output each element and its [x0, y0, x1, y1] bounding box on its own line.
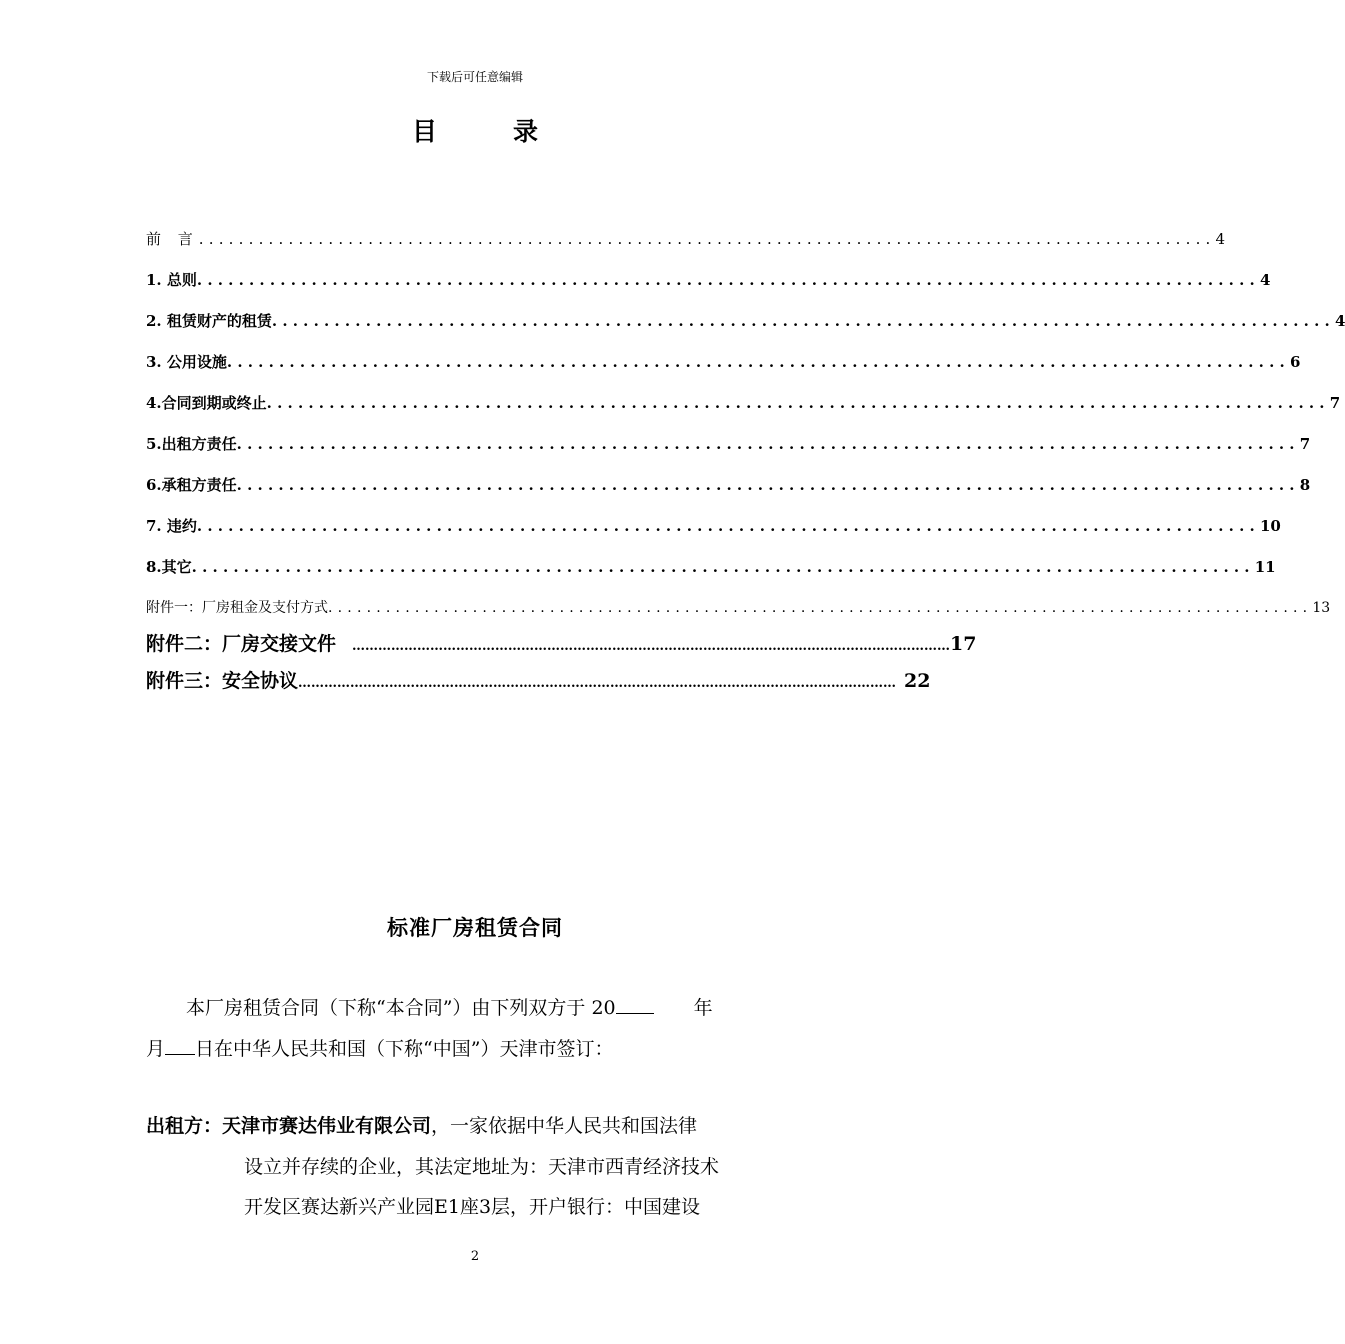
toc-entry-6[interactable] [146, 474, 1311, 495]
toc-entry-appendix-1[interactable] [146, 597, 1331, 617]
year-unit: 年 [693, 997, 713, 1019]
toc-leader: ...................................................................................................... [236, 476, 1300, 494]
toc-leader: ...................................................................................................... [226, 353, 1290, 371]
toc-entry-label: 7. 违约 [146, 517, 197, 535]
toc-entry-7[interactable] [146, 515, 1281, 536]
toc-entry-page: 8 [1299, 476, 1311, 494]
toc-entry-page: 11 [1254, 558, 1276, 576]
toc-leader: ...................................................................................................... [271, 312, 1335, 330]
toc-entry-3[interactable] [146, 351, 1301, 372]
toc-entry-label: 附件一：厂房租金及支付方式 [146, 600, 328, 616]
lessor-name: 天津市赛达伟业有限公司 [222, 1115, 432, 1137]
toc-entry-label: 前 言 [146, 230, 199, 248]
toc-entry-page: 10 [1259, 517, 1281, 535]
intro-text: 本厂房租赁合同（下称“本合同”）由下列双方于 20 [186, 997, 616, 1019]
toc-entry-label: 6.承租方责任 [146, 476, 237, 494]
lessor-line-2: 设立并存续的企业，其法定地址为：天津市西青经济技术 [244, 1156, 720, 1178]
contract-title: 标准厂房租赁合同 [387, 915, 563, 940]
toc-leader: ...................................................................................................... [328, 600, 1313, 616]
toc-title: 目录 [411, 117, 614, 146]
toc-entry-page: 6 [1289, 353, 1301, 371]
toc-entry-page: 4 [1259, 271, 1271, 289]
lessor-label: 出租方： [146, 1115, 223, 1137]
toc-entry-1[interactable] [146, 269, 1271, 290]
toc-entry-label: 1. 总则 [146, 271, 197, 289]
toc-leader: ...................................................................................................... [236, 435, 1300, 453]
toc-entry-page: 4 [1215, 230, 1226, 248]
toc-leader: ...................................................................................................... [198, 230, 1216, 248]
toc-entry-5[interactable] [146, 433, 1311, 454]
lessor-text: ，一家依据中华人民共和国法律 [431, 1115, 698, 1137]
toc-entry-8[interactable] [146, 556, 1276, 577]
toc-leader: ...................................................................................................... [196, 271, 1260, 289]
toc-entry-label: 8.其它 [146, 558, 192, 576]
toc-entry-page: 4 [1334, 312, 1345, 330]
toc-leader: ...................................................................................................... [191, 558, 1255, 576]
month-unit: 月 [146, 1038, 166, 1060]
toc-leader: ...................................................................................................... [196, 517, 1260, 535]
header-note: 下载后可任意编辑 [426, 70, 523, 84]
toc-entry-appendix-3[interactable] [146, 666, 931, 693]
intro-text: 日在中华人民共和国（下称“中国”）天津市签订： [195, 1038, 614, 1060]
toc-leader: ………………………………………………………………………………………………………………………… [298, 676, 897, 691]
intro-line-2 [146, 1029, 808, 1070]
lessor-line-1 [146, 1106, 808, 1147]
toc-entry-page: 22 [904, 670, 931, 692]
toc-entry-2[interactable] [146, 310, 1345, 331]
page-number: 2 [470, 1249, 480, 1264]
day-blank[interactable] [165, 1036, 195, 1055]
toc-entry-label: 2. 租赁财产的租赁 [146, 312, 272, 330]
toc-entry-label: 3. 公用设施 [146, 353, 227, 371]
toc-entry-page: 13 [1312, 600, 1331, 616]
toc-entry-4[interactable] [146, 392, 1341, 413]
toc-entry-page: 7 [1299, 435, 1311, 453]
toc-leader: ...................................................................................................... [266, 394, 1330, 412]
toc-leader: ………………………………………………………………………………………………………………………… [352, 639, 951, 654]
intro-line-1 [146, 988, 808, 1029]
toc-entry-label: 附件二：厂房交接文件 [146, 633, 337, 655]
toc-entry-appendix-2[interactable] [146, 629, 977, 656]
year-blank[interactable] [616, 995, 654, 1014]
toc-entry-page: 17 [950, 633, 977, 655]
toc-entry-label: 4.合同到期或终止 [146, 394, 267, 412]
toc-entry-preface[interactable] [146, 228, 1226, 249]
lessor-line-3: 开发区赛达新兴产业园E1座3层，开户银行：中国建设 [244, 1196, 701, 1218]
toc-entry-page: 7 [1329, 394, 1341, 412]
toc-entry-label: 附件三：安全协议 [146, 670, 299, 692]
toc-entry-label: 5.出租方责任 [146, 435, 237, 453]
